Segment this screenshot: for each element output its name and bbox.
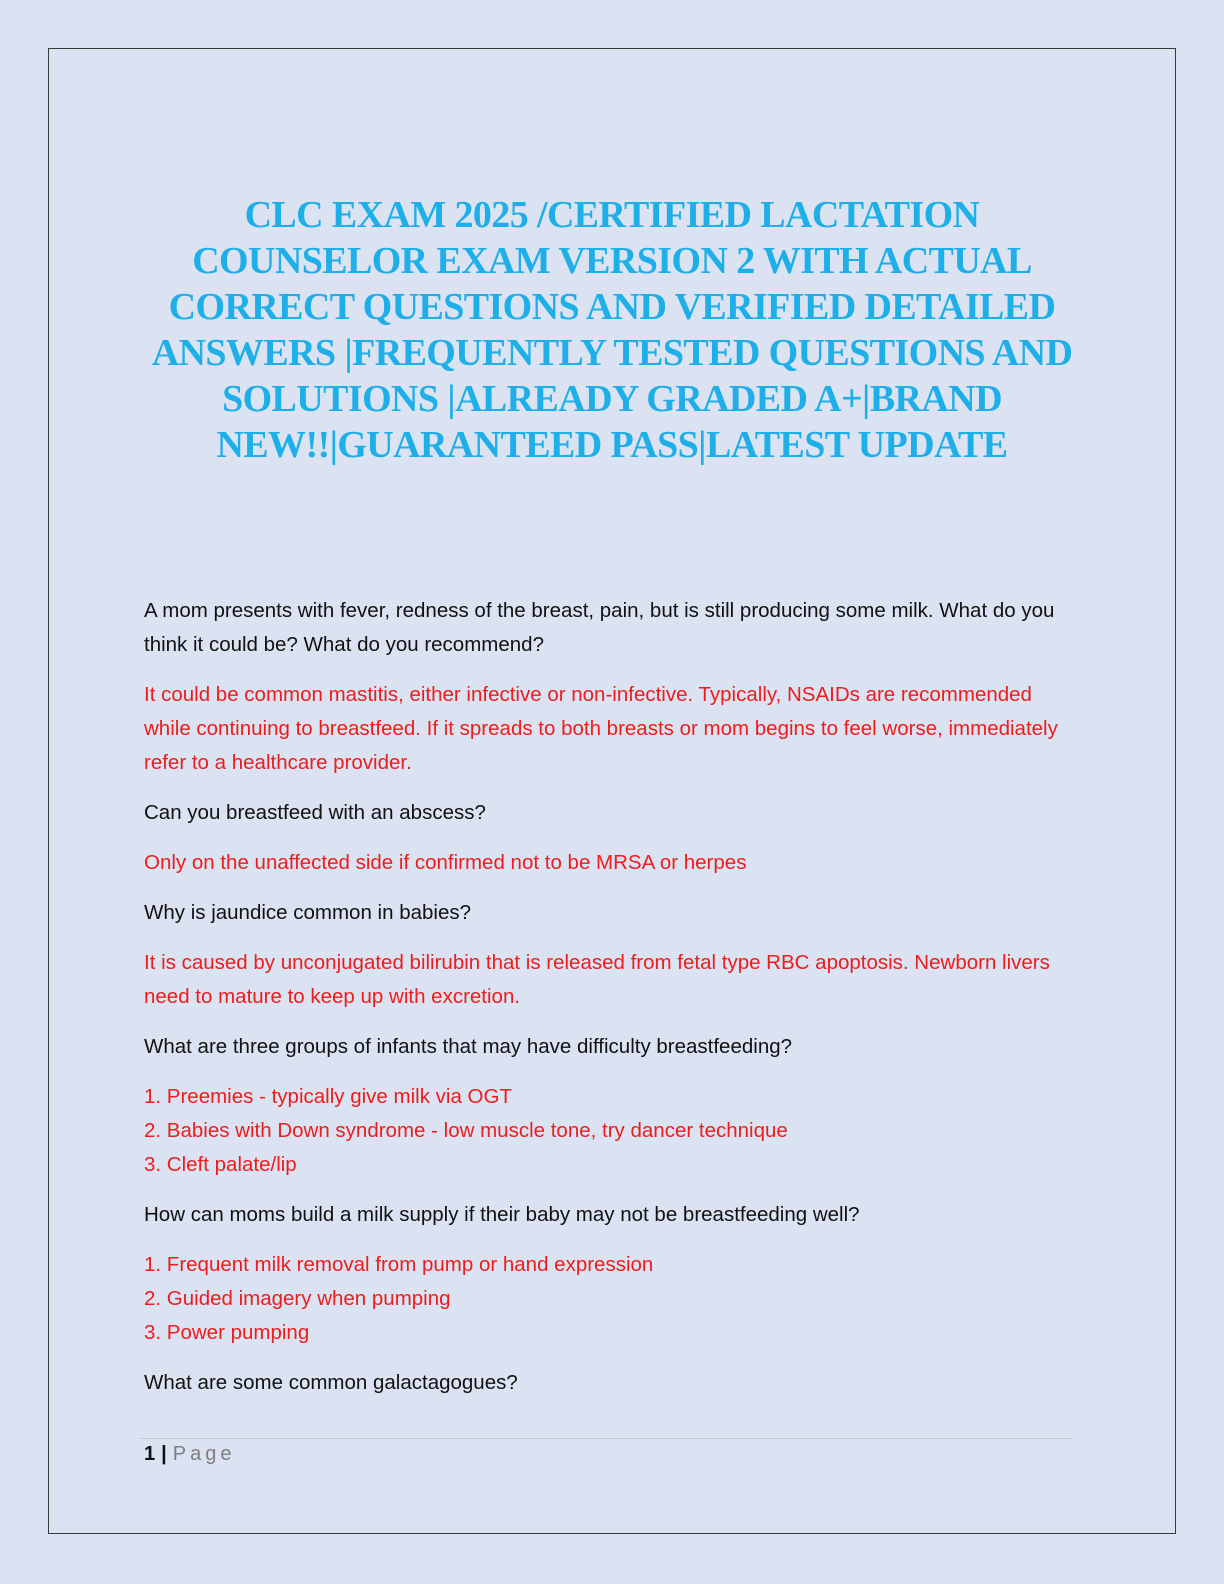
page-separator: | (161, 1443, 167, 1465)
question-3: Why is jaundice common in babies? (144, 901, 472, 924)
page-number: 1 (144, 1443, 156, 1465)
answer-4-item: 2. Babies with Down syndrome - low muscle tone, try dancer technique (144, 1119, 788, 1142)
answer-2: Only on the unaffected side if confirmed not to be MRSA or herpes (144, 851, 747, 874)
document-title: CLC EXAM 2025 /CERTIFIED LACTATION COUNSELOR EXAM VERSION 2 WITH ACTUAL CORRECT QUESTIONS AND VERIFIED DETAILED ANSWERS |FREQUENTLY TESTED QUESTIONS AND SOLUTIONS |ALREADY GRADED A+|BRAND NEW!!|GUARANTEED PASS|LATEST UPDATE (151, 194, 1073, 466)
answer-5-list (144, 1248, 1084, 1350)
page-footer (144, 1440, 235, 1468)
page-label: Page (172, 1443, 236, 1465)
answer-3: It is caused by unconjugated bilirubin that is released from fetal type RBC apoptosis. Newborn livers need to mature to keep up with excretion. (144, 951, 1050, 1008)
answer-5-item: 2. Guided imagery when pumping (144, 1287, 451, 1310)
question-2: Can you breastfeed with an abscess? (144, 801, 486, 824)
answer-5-item: 1. Frequent milk removal from pump or hand expression (144, 1253, 654, 1276)
question-5: How can moms build a milk supply if their baby may not be breastfeeding well? (144, 1203, 860, 1226)
qa-content (144, 594, 1084, 1416)
answer-4-item: 3. Cleft palate/lip (144, 1153, 297, 1176)
question-1: A mom presents with fever, redness of the breast, pain, but is still producing some milk. What do you think it could be? What do you recommend? (144, 599, 1055, 656)
footer-divider (140, 1438, 1072, 1439)
question-4: What are three groups of infants that may have difficulty breastfeeding? (144, 1035, 793, 1058)
question-6: What are some common galactagogues? (144, 1371, 518, 1394)
answer-4-item: 1. Preemies - typically give milk via OGT (144, 1085, 512, 1108)
answer-5-item: 3. Power pumping (144, 1321, 310, 1344)
answer-1: It could be common mastitis, either infective or non-infective. Typically, NSAIDs are recommended while continuing to breastfeed. If it spreads to both breasts or mom begins to feel worse, immediately refer to a healthcare provider. (144, 683, 1058, 774)
answer-4-list (144, 1080, 1084, 1182)
